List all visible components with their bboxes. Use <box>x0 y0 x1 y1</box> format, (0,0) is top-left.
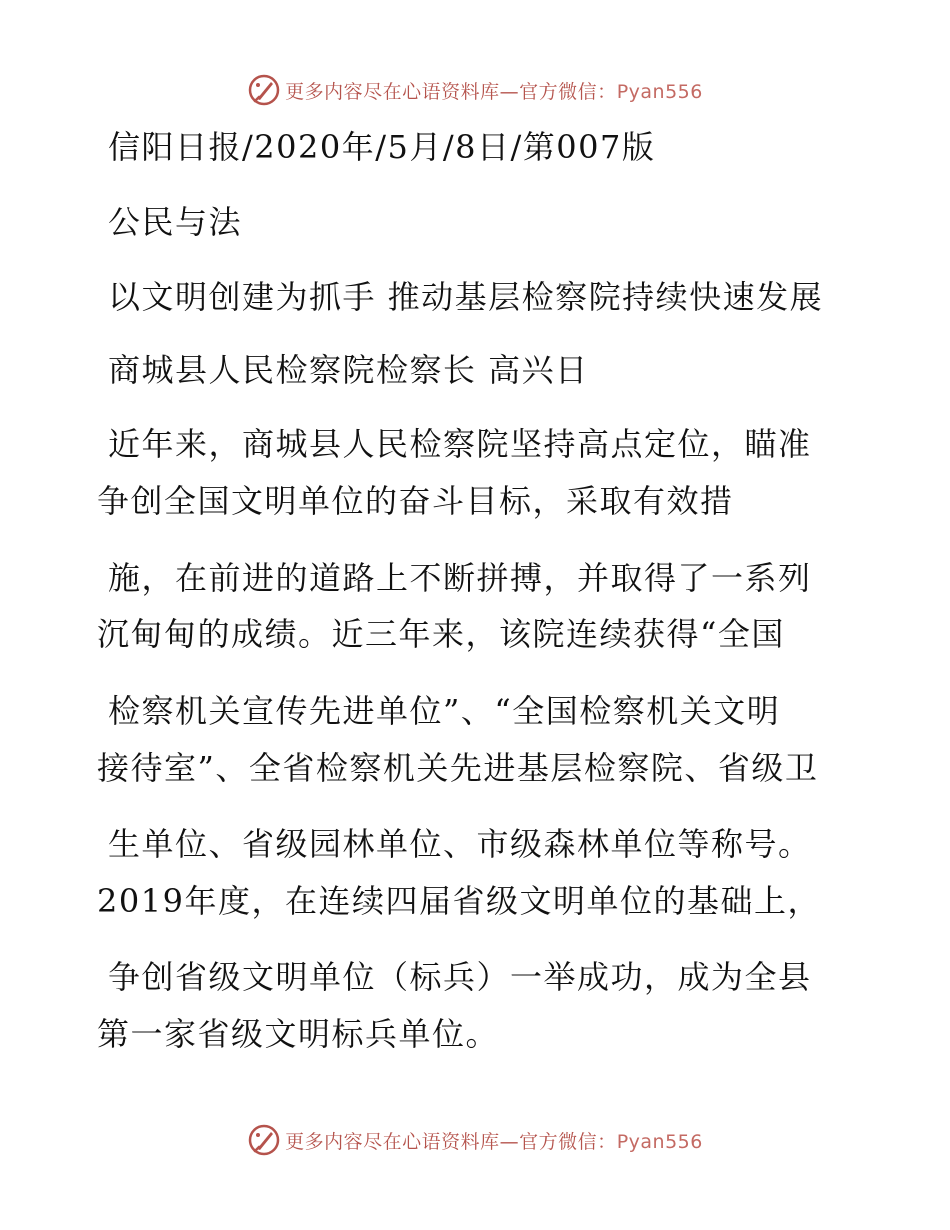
watermark-title: 更多内容尽在心语资料库 <box>285 1130 500 1153</box>
paragraph-line: 沉甸甸的成绩。近三年来，该院连续获得“全国 <box>97 615 785 653</box>
paragraph-line: 争创全国文明单位的奋斗目标，采取有效措 <box>97 482 734 520</box>
paragraph-line: 生单位、省级园林单位、市级森林单位等称号。 <box>108 825 812 863</box>
quill-logo-icon <box>247 1123 281 1157</box>
paragraph-line: 近年来，商城县人民检察院坚持高点定位，瞄准 <box>108 425 812 463</box>
quill-logo-icon <box>247 73 281 107</box>
paragraph-line: 2019年度，在连续四届省级文明单位的基础上， <box>97 882 821 920</box>
watermark-separator: — <box>499 80 520 103</box>
footer-watermark <box>0 1120 950 1160</box>
paragraph-line: 检察机关宣传先进单位”、“全国检察机关文明 <box>108 692 781 730</box>
watermark-text <box>285 77 703 104</box>
source-line: 信阳日报/2020年/5月/8日/第007版 <box>108 128 656 166</box>
article-title: 以文明创建为抓手 推动基层检察院持续快速发展 <box>108 278 824 316</box>
watermark-contact-label: 官方微信： <box>519 80 617 103</box>
paragraph-line: 第一家省级文明标兵单位。 <box>97 1015 500 1053</box>
author-line: 商城县人民检察院检察长 高兴日 <box>108 351 589 389</box>
paragraph-line: 争创省级文明单位（标兵）一举成功，成为全县 <box>108 958 812 996</box>
watermark-contact-label: 官方微信： <box>519 1130 617 1153</box>
section-label: 公民与法 <box>108 203 243 241</box>
watermark-contact-id: Pyan556 <box>616 80 703 103</box>
watermark-contact-id: Pyan556 <box>616 1130 703 1153</box>
watermark-text <box>285 1127 703 1154</box>
paragraph-line: 施，在前进的道路上不断拼搏，并取得了一系列 <box>108 559 812 597</box>
paragraph-line: 接待室”、全省检察机关先进基层检察院、省级卫 <box>97 749 819 787</box>
watermark-separator: — <box>499 1130 520 1153</box>
header-watermark <box>0 70 950 110</box>
watermark-title: 更多内容尽在心语资料库 <box>285 80 500 103</box>
